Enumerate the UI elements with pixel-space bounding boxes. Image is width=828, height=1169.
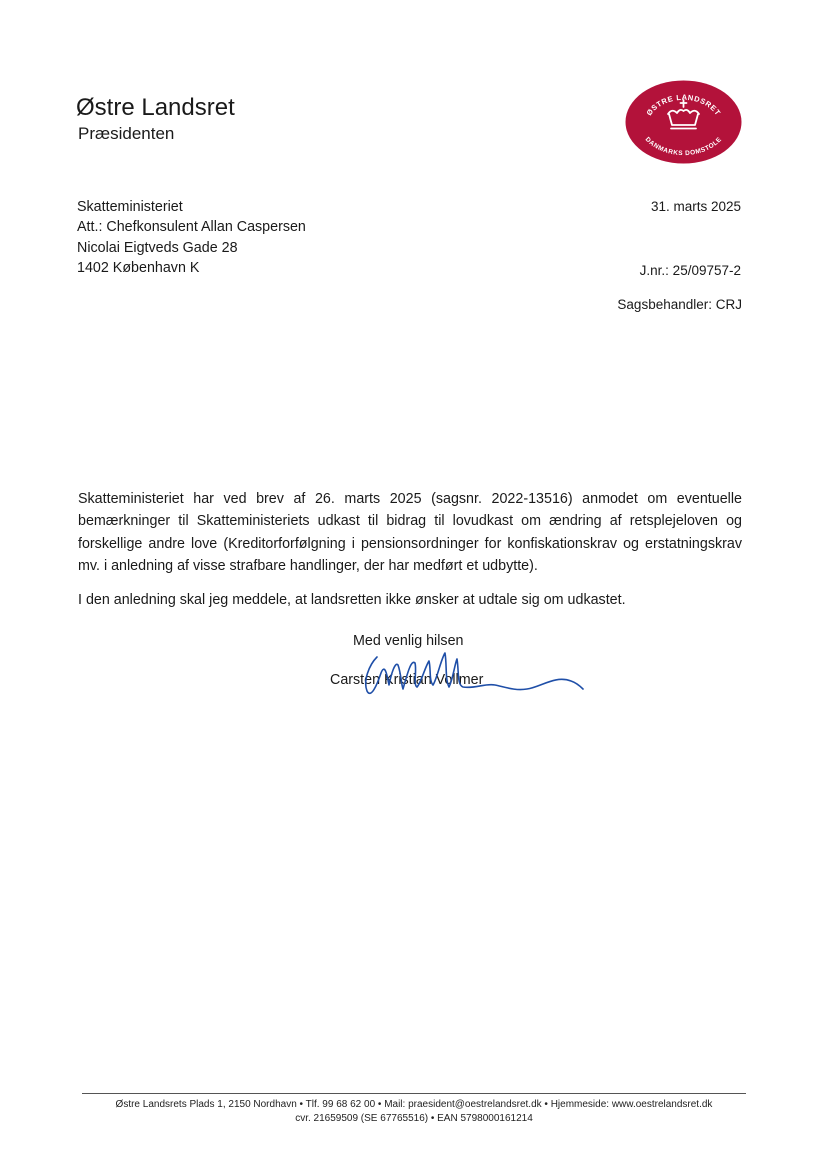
case-handler: Sagsbehandler: CRJ <box>617 297 742 312</box>
recipient-line: Nicolai Eigtveds Gade 28 <box>77 239 238 256</box>
recipient-address <box>77 197 306 279</box>
footer-divider <box>82 1093 746 1094</box>
letter-body <box>78 488 742 611</box>
recipient-line: 1402 København K <box>77 260 200 277</box>
letter-date: 31. marts 2025 <box>650 199 741 214</box>
court-name: Østre Landsret <box>76 94 235 121</box>
recipient-line: Att.: Chefkonsulent Allan Caspersen <box>77 219 306 236</box>
footer-registry-line: cvr. 21659509 (SE 67765516) • EAN 5798000161214 <box>295 1112 533 1124</box>
signer-name: Carsten Kristian Vollmer <box>330 672 484 688</box>
footer <box>82 1098 746 1125</box>
handwritten-signature <box>345 645 590 705</box>
body-paragraph: I den anledning skal jeg meddele, at landsretten ikke ønsker at udtale sig om udkastet. <box>78 592 626 609</box>
seal-top-text: ØSTRE LANDSRET <box>644 92 723 118</box>
closing-greeting: Med venlig hilsen <box>353 633 464 649</box>
seal-bottom-text: DANMARKS DOMSTOLE <box>643 136 724 158</box>
footer-contact-line: Østre Landsrets Plads 1, 2150 Nordhavn • Tlf. 99 68 62 00 • Mail: praesident@oestrelandsret.dk • Hjemmeside: www.oestrelandsret.dk <box>115 1099 713 1110</box>
signature-stroke <box>366 653 583 693</box>
office-title: Præsidenten <box>78 124 175 143</box>
court-seal-logo <box>625 80 742 164</box>
recipient-line: Skatteministeriet <box>77 199 183 215</box>
journal-number: J.nr.: 25/09757-2 <box>639 263 741 278</box>
body-paragraph: Skatteministeriet har ved brev af 26. marts 2025 (sagsnr. 2022-13516) anmodet om eventuelle bemærkninger til Skatteministeriets udkast til bidrag til lovudkast om ændring af retsplejeloven og forskellige andre love (Kreditorforfølgning i pensionsordninger for konfiskationskrav og erstatningskrav mv. i anledning af visse strafbare handlinger, der har medført et udbytte). <box>78 491 742 574</box>
